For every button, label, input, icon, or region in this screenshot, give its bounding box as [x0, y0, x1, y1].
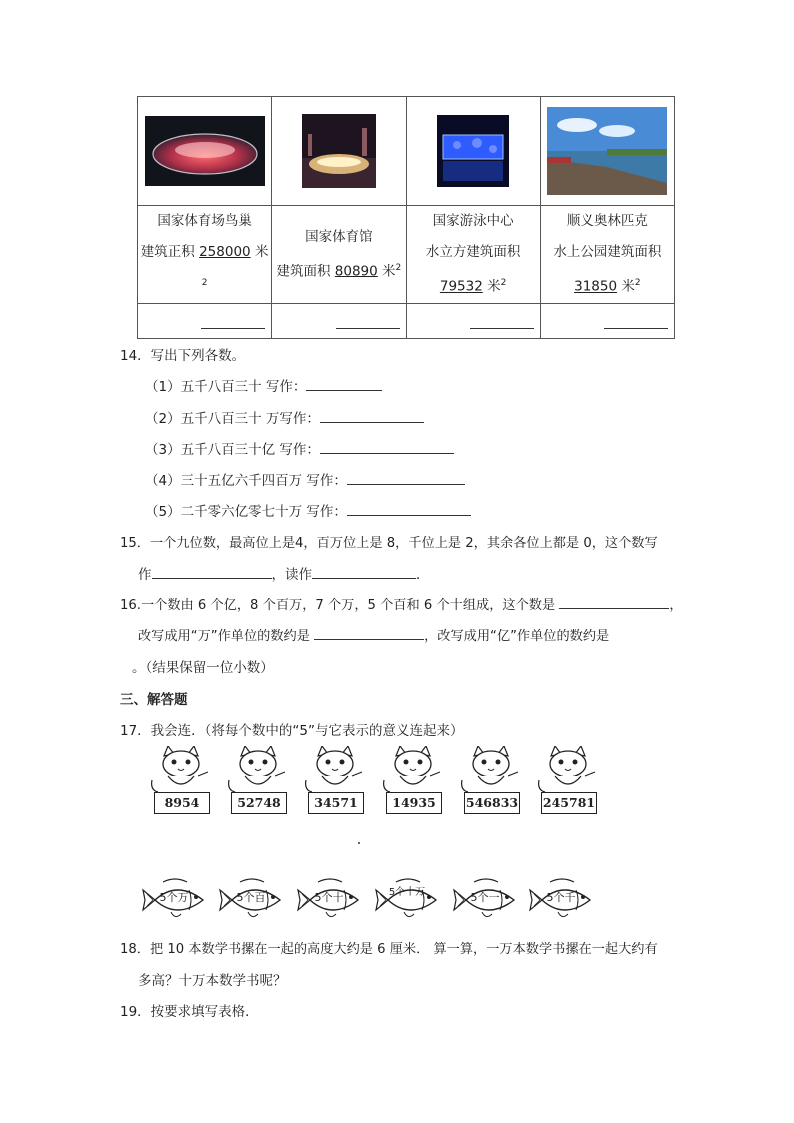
- q14-item: [145, 469, 465, 489]
- venue-name: 顺义奥林匹克: [566, 213, 648, 229]
- area-value: 79532: [439, 278, 483, 295]
- answer-blank[interactable]: [336, 328, 400, 329]
- number-card: 52748: [231, 792, 287, 814]
- q14-title: 14．写出下列各数。: [120, 348, 246, 364]
- area-value: 31850: [574, 278, 618, 295]
- fish-meaning-label: 5个一: [470, 891, 500, 904]
- area-unit: 米: [254, 244, 269, 260]
- venue-info-cell: [540, 206, 674, 304]
- q15-period: ．: [416, 567, 430, 583]
- number-card: 245781: [541, 792, 597, 814]
- q15-line2: [138, 563, 430, 583]
- q16-text: 16.一个数由 6 个亿，8 个百万，7 个万，5 个百和 6 个十组成，这个数是: [120, 598, 560, 613]
- venue-info-cell: [272, 206, 406, 304]
- area-exponent: 2: [500, 278, 507, 288]
- venue-name: 国家体育馆: [305, 228, 373, 245]
- number-card: 34571: [308, 792, 364, 814]
- section-title: 三、解答题: [120, 692, 188, 708]
- q16-line2: [138, 625, 609, 644]
- q15-label-read: ，读作: [271, 567, 312, 583]
- area-label: 建筑面积: [276, 263, 331, 279]
- answer-blank[interactable]: [347, 472, 465, 485]
- answer-blank[interactable]: [320, 441, 454, 454]
- fish-meaning-card[interactable]: [528, 876, 602, 922]
- answer-cell[interactable]: [272, 303, 406, 338]
- q16-comma: ，: [669, 598, 683, 613]
- area-unit: 米: [621, 278, 635, 295]
- venue-name: 国家游泳中心: [432, 213, 514, 229]
- venue-area-line: [272, 253, 405, 288]
- stray-dot: [358, 842, 360, 844]
- area-unit: 米: [382, 263, 396, 279]
- q14-item-label: （4）三十五亿六千四百万 写作：: [145, 473, 347, 489]
- answer-cell[interactable]: [406, 303, 540, 338]
- area-exponent: 2: [201, 278, 208, 288]
- answer-blank[interactable]: [559, 596, 669, 609]
- fish-meaning-label: 5个十: [314, 891, 344, 904]
- q15-label-write: 作: [138, 567, 152, 583]
- venue-name: 国家体育场鸟巢: [157, 213, 252, 229]
- area-unit: 米: [487, 278, 501, 295]
- q15-line1: 15．一个九位数，最高位上是4，百万位上是 8，千位上是 2，其余各位上都是 0，这个数写: [120, 536, 658, 551]
- venue-photo-cell: [272, 97, 406, 206]
- cat-number-card[interactable]: [302, 746, 368, 816]
- fish-meaning-label: 5个百: [236, 891, 266, 904]
- cat-icon: [380, 746, 446, 794]
- q14-item: [145, 375, 382, 395]
- area-label: 建筑正积: [140, 244, 195, 260]
- rowing-park-photo: [547, 107, 667, 195]
- cat-number-card[interactable]: [380, 746, 446, 816]
- area-exponent: 2: [634, 278, 641, 288]
- q16-text: 改写成用“万”作单位的数约是: [138, 629, 315, 644]
- answer-cell[interactable]: [138, 303, 272, 338]
- q19-title: 19．按要求填写表格．: [120, 1004, 259, 1020]
- cat-icon: [302, 746, 368, 794]
- answer-blank[interactable]: [306, 378, 382, 391]
- answer-blank[interactable]: [201, 328, 265, 329]
- q14-item-label: （2）五千八百三十 万写作：: [145, 411, 320, 427]
- venue-info-cell: [406, 206, 540, 304]
- venue-area-line: [138, 237, 271, 303]
- cat-icon: [535, 746, 601, 794]
- cat-number-card[interactable]: [148, 746, 214, 816]
- q14-item-label: （3）五千八百三十亿 写作：: [145, 442, 320, 458]
- answer-blank[interactable]: [470, 328, 534, 329]
- area-value: 80890: [334, 263, 378, 279]
- venue-photo-cell: [138, 97, 272, 206]
- answer-blank[interactable]: [604, 328, 668, 329]
- cat-number-card[interactable]: [458, 746, 524, 816]
- venue-info-cell: [138, 206, 272, 304]
- area-label: 水上公园建筑面积: [553, 244, 662, 260]
- cat-icon: [225, 746, 291, 794]
- area-value: 258000: [199, 244, 251, 260]
- q14-item: [145, 407, 424, 427]
- number-card: 546833: [464, 792, 520, 814]
- cat-number-card[interactable]: [535, 746, 601, 816]
- venue-area-line: [541, 268, 674, 303]
- cat-icon: [458, 746, 524, 794]
- answer-cell[interactable]: [540, 303, 674, 338]
- q14-item: [145, 438, 454, 458]
- answer-blank[interactable]: [320, 410, 424, 423]
- q16-text: ，改写成用“亿”作单位的数约是: [424, 629, 610, 644]
- q17-title: 17．我会连．（将每个数中的“5”与它表示的意义连起来）: [120, 723, 464, 739]
- q14-item-label: （5）二千零六亿零七十万 写作：: [145, 504, 347, 520]
- water-cube-photo: [437, 115, 509, 187]
- fish-meaning-label: 5个十万: [388, 887, 426, 898]
- q18-line1: 18．把 10 本数学书摞在一起的高度大约是 6 厘米． 算一算，一万本数学书摞在一起大约有: [120, 942, 658, 957]
- fish-meaning-label: 5个千: [546, 891, 576, 904]
- answer-blank[interactable]: [314, 627, 424, 640]
- cat-number-card[interactable]: [225, 746, 291, 816]
- venue-photo-cell: [540, 97, 674, 206]
- fish-meaning-label: 5个万: [159, 891, 189, 904]
- cat-icon: [148, 746, 214, 794]
- bird-nest-stadium-photo: [145, 116, 265, 186]
- venue-area-line: [407, 268, 540, 303]
- fish-meaning-card[interactable]: [296, 876, 370, 922]
- answer-blank[interactable]: [312, 566, 416, 579]
- q18-line2: 多高？十万本数学书呢？: [138, 973, 287, 989]
- q16-line1: [120, 594, 683, 613]
- q16-line3: 。（结果保留一位小数）: [132, 660, 274, 676]
- venue-area-table: [137, 96, 675, 339]
- area-exponent: 2: [395, 262, 402, 273]
- national-indoor-stadium-photo: [302, 114, 376, 188]
- venue-photo-cell: [406, 97, 540, 206]
- fish-meaning-card[interactable]: [141, 876, 215, 922]
- number-card: 8954: [154, 792, 210, 814]
- fish-meaning-card[interactable]: [452, 876, 526, 922]
- answer-blank[interactable]: [152, 566, 272, 579]
- fish-meaning-card[interactable]: [374, 876, 448, 922]
- area-label: 水立方建筑面积: [425, 244, 521, 260]
- q14-item-label: （1）五千八百三十 写作：: [145, 379, 307, 395]
- fish-meaning-card[interactable]: [218, 876, 292, 922]
- answer-blank[interactable]: [347, 503, 471, 516]
- number-card: 14935: [386, 792, 442, 814]
- q14-item: [145, 500, 471, 520]
